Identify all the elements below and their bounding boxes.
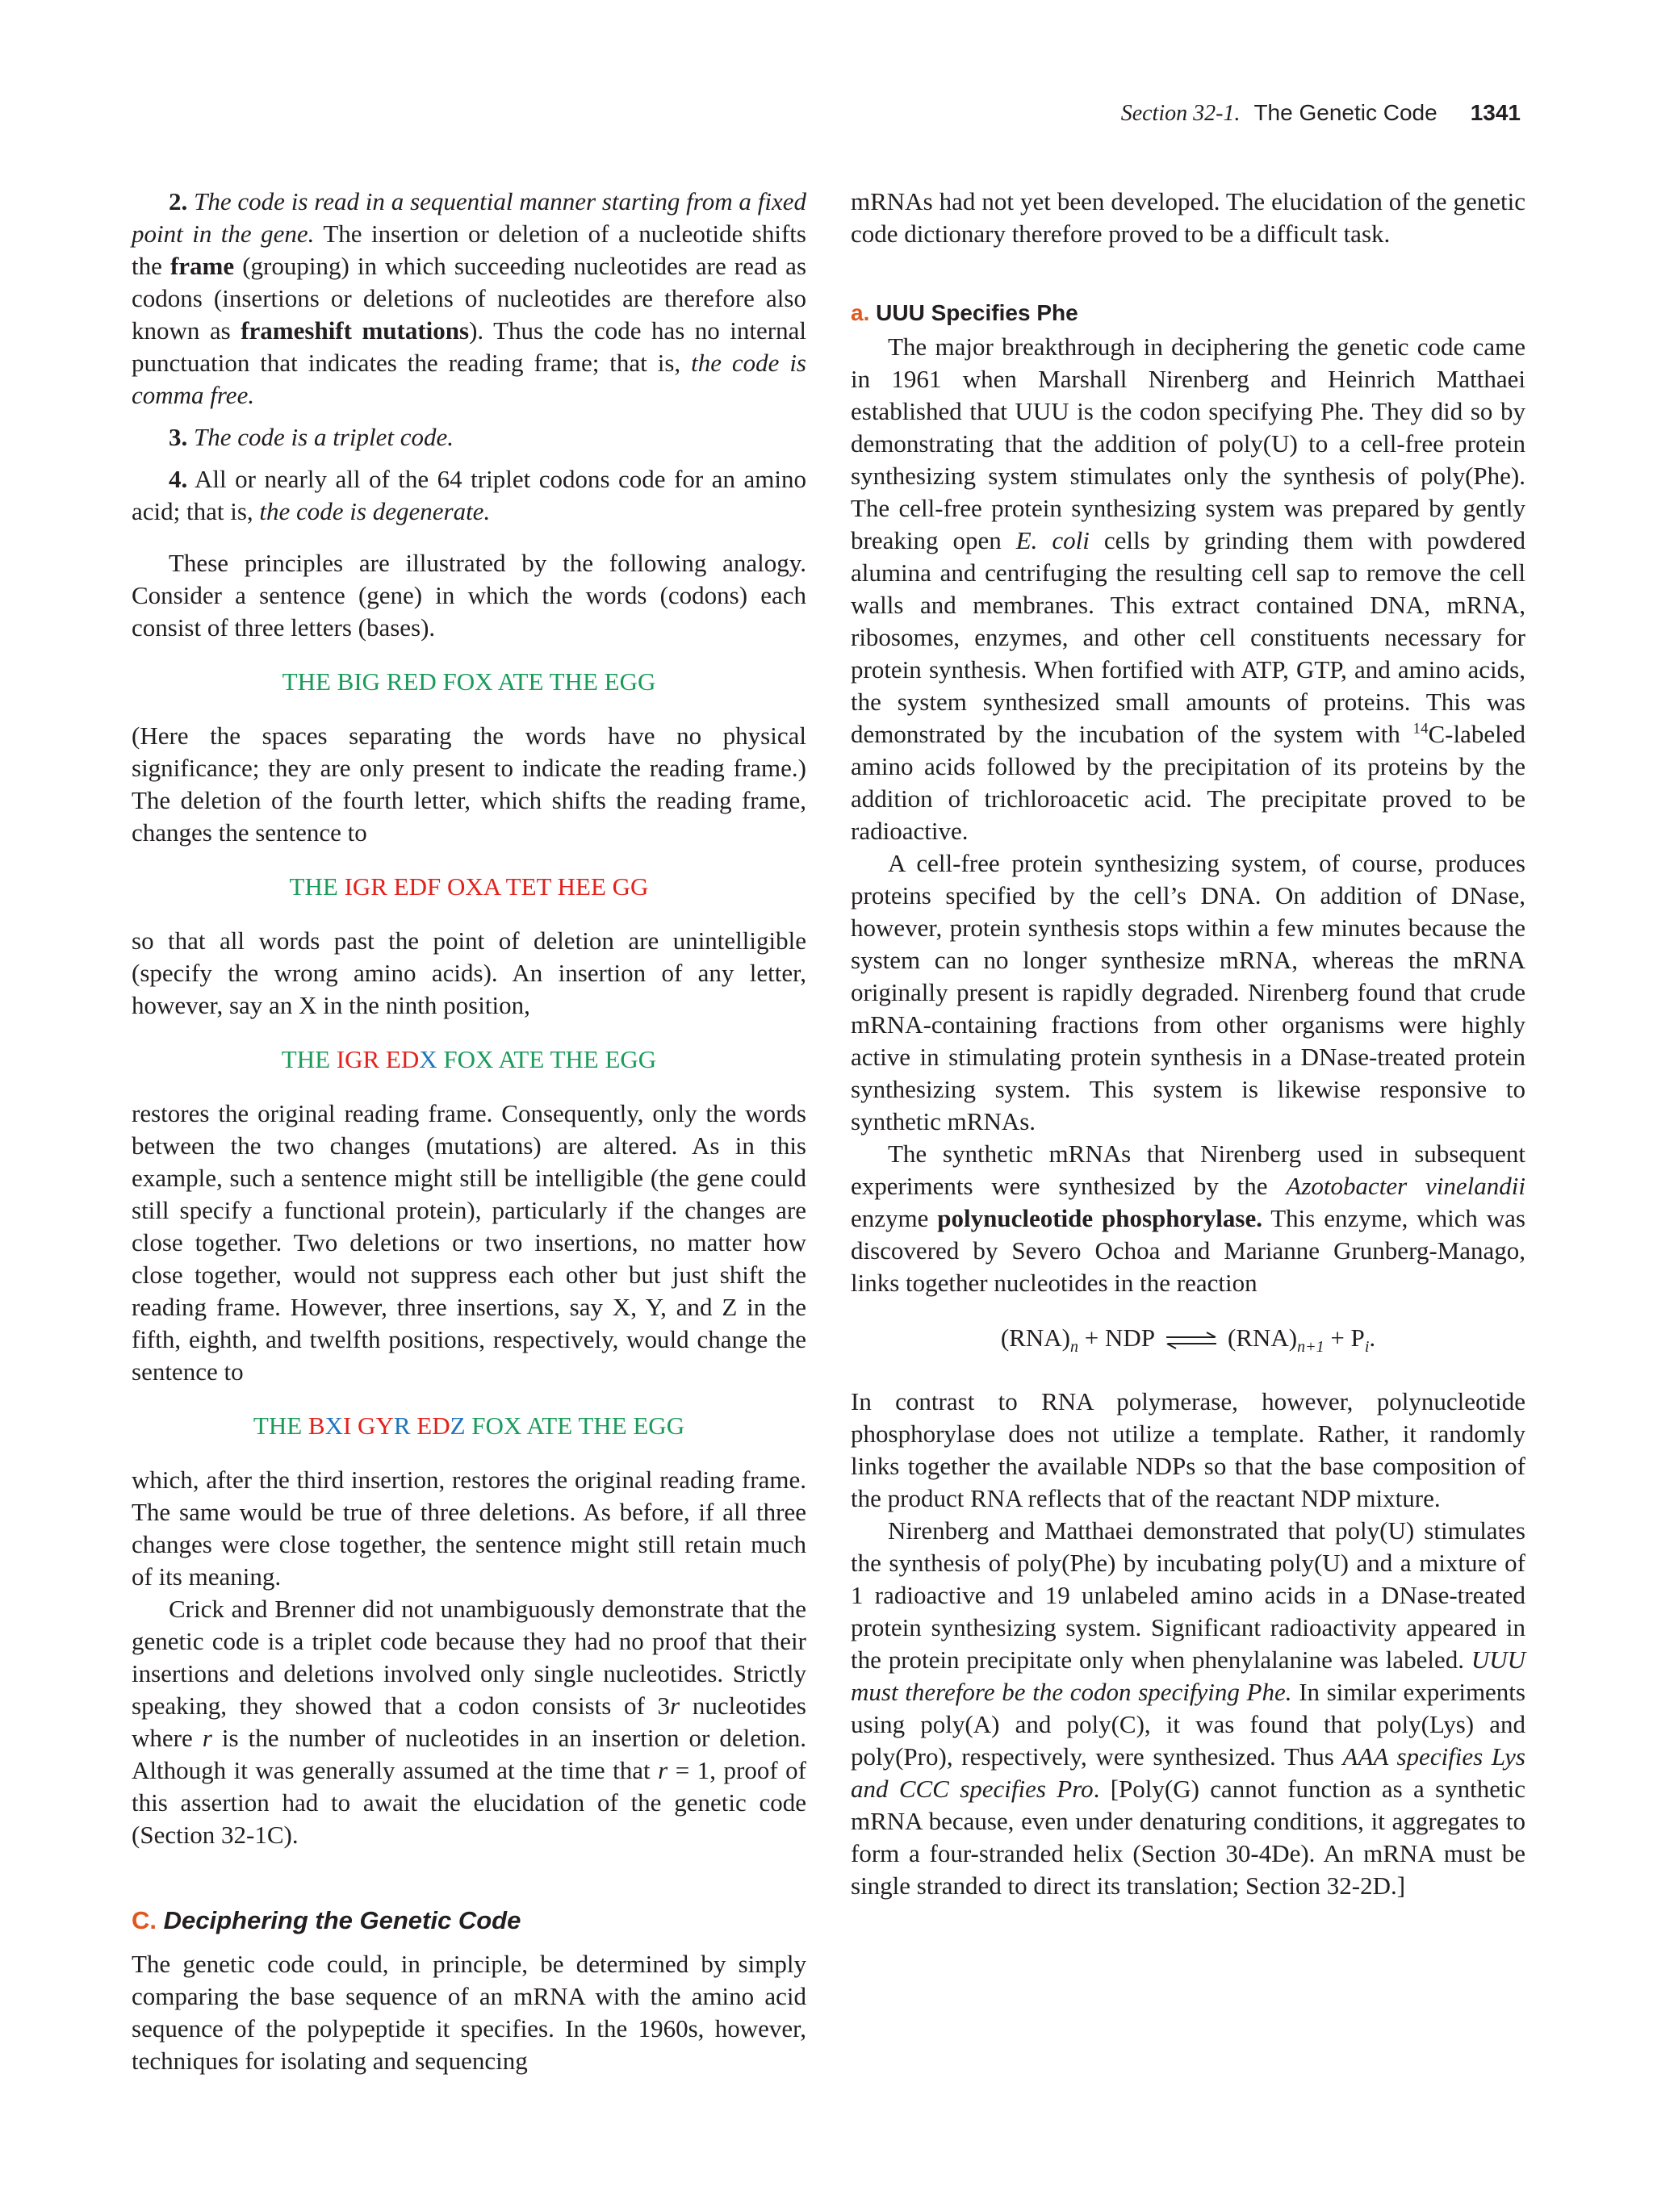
list-item-3: 3. The code is a triplet code.: [169, 423, 454, 451]
header-section-title: The Genetic Code: [1253, 100, 1437, 125]
reaction-equation: $(RNA)_n$ + NDP $(RNA)_{n+1} + P_i$.: [1000, 1323, 1376, 1357]
paragraph-restores: restores the original reading frame. Consequently, only the words between the two changes (mutations) are altered. As in this example, such a sentence might still be intelligible (the gene could still specify a functional protein), particularly if the changes are close together. Two deletions or two insertions, no matter how close together, would not suppress each other but just shift the reading frame. However, three insertions, say X, Y, and Z in the fifth, eighth, and twelfth positions, respectively, would change the sentence to: [132, 1099, 806, 1386]
item-number: 4.: [169, 465, 188, 493]
item-number: 3.: [169, 423, 188, 451]
paragraph-nirenberg-matthaei: Nirenberg and Matthaei demonstrated that poly(U) stimulates the synthesis of poly(Phe) by incubating poly(U) and a mixture of 1 radioactive and 19 unlabeled amino acids in a DNase-treated protein synthesizing system. Significant radioactivity appeared in the protein precipitate only when phenylalanine was labeled. UUU must therefore be the codon specifying Phe. In similar experiments using poly(A) and poly(C), it was found that poly(Lys) and poly(Pro), respectively, were synthesized. Thus AAA specifies Lys and CCC specifies Pro. [Poly(G) cannot function as a synthetic mRNA because, even under denaturing conditions, it aggregates to form a four-stranded helix (Section 30-4De). An mRNA must be single stranded to direct its translation; Section 32-2D.]: [851, 1516, 1526, 1900]
list-item-2: 2. The code is read in a sequential manner starting from a fixed point in the gene. The insertion or deletion of a nucleotide shifts the frame (grouping) in which succeeding nucleotides are read as codons (insertions or deletions of nucleotides are therefore also known as frameshift mutations). Thus the code has no internal punctuation that indicates the reading frame; that is, the code is comma free.: [132, 187, 807, 409]
paragraph-no-template: In contrast to RNA polymerase, however, polynucleotide phosphorylase does not utilize a template. Rather, it randomly links together the available NDPs so that the base composition of the product RNA reflects that of the reactant NDP mixture.: [851, 1387, 1525, 1513]
paragraph-three-deletions: which, after the third insertion, restores the original reading frame. The same would be true of three deletions. As before, if all three changes were close together, the sentence might still retain much of its meaning.: [132, 1466, 806, 1591]
header-section-number: Section 32-1.: [1120, 101, 1241, 126]
right-column: [851, 186, 1525, 1902]
paragraph-deciphering: The genetic code could, in principle, be determined by simply comparing the base sequence of an mRNA with the amino acid sequence of the polypeptide it specifies. In the 1960s, however, techniques for isolating and sequencing: [132, 1950, 806, 2075]
page-number: 1341: [1470, 100, 1521, 125]
running-header: [1121, 100, 1521, 127]
example-sentence-deletion: THE IGR EDF OXA TET HEE GG: [289, 872, 649, 901]
section-heading-letter: C.: [132, 1906, 157, 1934]
paragraph-analogy: These principles are illustrated by the following analogy. Consider a sentence (gene) in which the words (codons) each consist of three letters (bases).: [132, 549, 806, 642]
example-sentence-insertion: THE IGR EDX FOX ATE THE EGG: [281, 1045, 657, 1073]
item-number: 2.: [169, 187, 188, 215]
paragraph-crick-brenner: Crick and Brenner did not unambiguously demonstrate that the genetic code is a triplet code because they had no proof that their insertions and deletions involved only single nucleotides. Strictly speaking, they showed that a codon consists of 3r nucleotides where r is the number of nucleotides in an insertion or deletion. Although it was generally assumed at the time that r = 1, proof of this assertion had to await the elucidation of the genetic code (Section 32-1C).: [132, 1595, 806, 1849]
paragraph-breakthrough: The major breakthrough in deciphering the genetic code came in 1961 when Marshall Nirenberg and Heinrich Matthaei established that UUU is the codon specifying Phe. They did so by demonstrating that the addition of poly(U) to a cell-free protein synthesizing system stimulates only the synthesis of poly(Phe). The cell-free protein synthesizing system was prepared by gently breaking open E. coli cells by grinding them with powdered alumina and centrifuging the resulting cell sap to remove the cell walls and membranes. This extract contained DNA, mRNA, ribosomes, enzymes, and other cell constituents necessary for protein synthesis. When fortified with ATP, GTP, and amino acids, the system synthesized small amounts of proteins. This was demonstrated by the incubation of the system with $^{14}$C-labeled amino acids followed by the precipitation of its proteins by the addition of trichloroacetic acid. The precipitate proved to be radioactive.: [851, 332, 1526, 845]
subsection-heading: [851, 297, 1525, 329]
paragraph-dnase: A cell-free protein synthesizing system, of course, produces proteins specified by the cell’s DNA. On addition of DNase, however, protein synthesis stops within a few minutes because the system can no longer synthesize mRNA, whereas the mRNA originally present is rapidly degraded. Nirenberg found that crude mRNA-containing fractions from other organisms were highly active in stimulating protein synthesis in a DNase-treated protein synthesizing system. This system is likewise responsive to synthetic mRNAs.: [851, 849, 1525, 1135]
section-heading-text: Deciphering the Genetic Code: [163, 1906, 521, 1934]
left-column: [132, 186, 806, 2077]
paragraph-polynucleotide-phosphorylase: The synthetic mRNAs that Nirenberg used in subsequent experiments were synthesized by the Azotobacter vinelandii enzyme polynucleotide phosphorylase. This enzyme, which was discovered by Severo Ochoa and Marianne Grunberg-Manago, links together nucleotides in the reaction: [851, 1139, 1525, 1297]
section-heading: [132, 1905, 806, 1937]
subsection-heading-letter: a.: [851, 300, 870, 325]
equilibrium-arrow-icon: [1165, 1332, 1218, 1349]
paragraph-insertion: so that all words past the point of deletion are unintelligible (specify the wrong amino acids). An insertion of any letter, however, say an X in the ninth position,: [132, 926, 806, 1019]
example-sentence-original: THE BIG RED FOX ATE THE EGG: [282, 667, 656, 696]
subsection-heading-text: UUU Specifies Phe: [876, 300, 1078, 325]
paragraph-continuation: mRNAs had not yet been developed. The elucidation of the genetic code dictionary therefore proved to be a difficult task.: [851, 187, 1525, 248]
list-item-4: 4. All or nearly all of the 64 triplet codons code for an amino acid; that is, the code is degenerate.: [132, 465, 806, 525]
example-sentence-three-insertions: THE BXI GYR EDZ FOX ATE THE EGG: [253, 1411, 685, 1440]
paragraph-deletion: (Here the spaces separating the words have no physical significance; they are only present to indicate the reading frame.) The deletion of the fourth letter, which shifts the reading frame, changes the sentence to: [132, 721, 806, 847]
